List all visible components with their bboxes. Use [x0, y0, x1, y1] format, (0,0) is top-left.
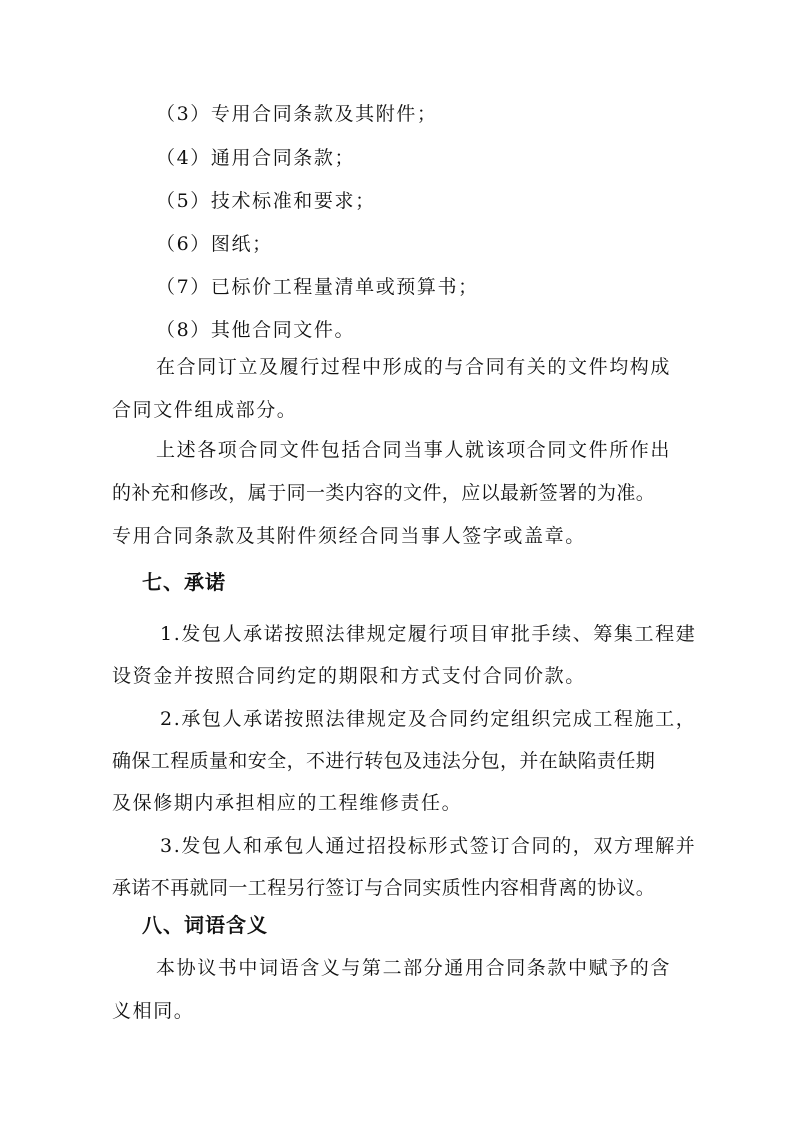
section-7-item-3-line-2: 承诺不再就同一工程另行签订与合同实质性内容相背离的协议。 [112, 877, 656, 899]
section-7-item-2-line-3: 及保修期内承担相应的工程维修责任。 [112, 792, 463, 814]
paragraph-precedence-line-2: 的补充和修改，属于同一类内容的文件，应以最新签署的为准。 [112, 482, 656, 504]
paragraph-precedence-line-3: 专用合同条款及其附件须经合同当事人签字或盖章。 [112, 525, 586, 547]
list-item-7: （7）已标价工程量清单或预算书； [156, 276, 479, 298]
section-8-heading: 八、词语含义 [142, 913, 268, 937]
list-item-6: （6）图纸； [156, 233, 273, 255]
list-item-3: （3）专用合同条款及其附件； [156, 103, 438, 125]
paragraph-formation-line-1: 在合同订立及履行过程中形成的与合同有关的文件均构成 [156, 356, 672, 378]
section-7-item-1-line-2: 设资金并按照合同约定的期限和方式支付合同价款。 [112, 665, 586, 687]
section-7-item-3-line-1: 3.发包人和承包人通过招投标形式签订合同的，双方理解并 [160, 835, 697, 857]
section-7-item-2-line-2: 确保工程质量和安全，不进行转包及违法分包，并在缺陷责任期 [112, 750, 656, 772]
list-item-8: （8）其他合同文件。 [156, 319, 356, 341]
list-item-5: （5）技术标准和要求； [156, 190, 376, 212]
section-8-paragraph-line-1: 本协议书中词语含义与第二部分通用合同条款中赋予的含 [156, 957, 672, 979]
section-8-paragraph-line-2: 义相同。 [112, 1000, 195, 1022]
section-7-item-1-line-1: 1.发包人承诺按照法律规定履行项目审批手续、筹集工程建 [160, 623, 697, 645]
section-7-item-2-line-1: 2.承包人承诺按照法律规定及合同约定组织完成工程施工， [160, 708, 697, 730]
list-item-4: （4）通用合同条款； [156, 147, 356, 169]
paragraph-formation-line-2: 合同文件组成部分。 [112, 399, 298, 421]
section-7-heading: 七、承诺 [142, 570, 226, 594]
paragraph-precedence-line-1: 上述各项合同文件包括合同当事人就该项合同文件所作出 [156, 439, 672, 461]
